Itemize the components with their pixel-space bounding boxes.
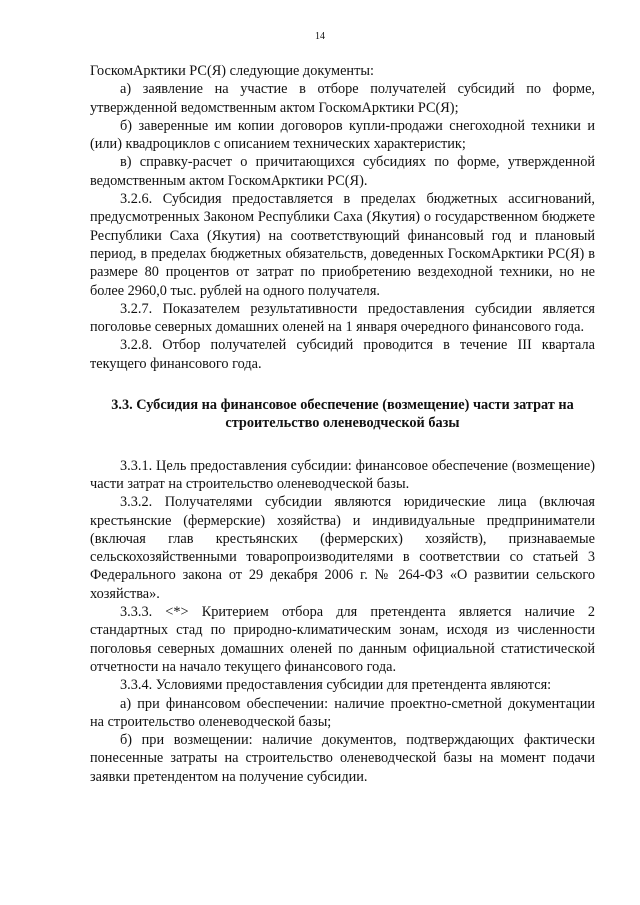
paragraph-3-3-4: 3.3.4. Условиями предоставления субсидии для претендента являются:	[120, 677, 552, 694]
page-content	[90, 62, 595, 786]
page-number: 14	[315, 31, 325, 42]
paragraph-3-2-8: 3.2.8. Отбор получателей субсидий проводится в течение III квартала текущего финансового года.	[90, 337, 595, 372]
paragraph-3-3-1: 3.3.1. Цель предоставления субсидии: финансовое обеспечение (возмещение) части затрат на строительство оленеводческой базы.	[90, 457, 595, 492]
paragraph-3-3-2: 3.3.2. Получателями субсидии являются юридические лица (включая крестьянские (фермерские) хозяйства) и индивидуальные предприниматели (включая глав крестьянских (фермерских) хозяйств), признаваемые сельскохозяйственными товаропроизводителями в соответствии со статьей 3 Федерального закона от 29 декабря 2006 г. № 264-ФЗ «О развитии сельского хозяйства».	[90, 494, 595, 602]
paragraph-continuation: ГоскомАрктики РС(Я) следующие документы:	[90, 63, 374, 79]
paragraph-item-v: в) справку-расчет о причитающихся субсидиях по форме, утвержденной ведомственным актом ГоскомАрктики РС(Я).	[90, 154, 595, 189]
section-heading-3-3: 3.3. Субсидия на финансовое обеспечение (возмещение) части затрат на строительство оленеводческой базы	[111, 397, 574, 432]
paragraph-item-b: б) заверенные им копии договоров купли-продажи снегоходной техники и (или) квадроциклов с описанием технических характеристик;	[90, 117, 595, 153]
paragraph-3-2-6: 3.2.6. Субсидия предоставляется в пределах бюджетных ассигнований, предусмотренных Законом Республики Саха (Якутия) о государственном бюджете Республики Саха (Якутия) на соответствующий финансовый год и плановый период, в пределах бюджетных обязательств, доведенных ГоскомАрктики РС(Я) в размере 80 процентов от затрат по приобретению вездеходной техники, но не более 2960,0 тыс. рублей на одного получателя.	[90, 191, 595, 299]
paragraph-3-3-4-b: б) при возмещении: наличие документов, подтверждающих фактически понесенные затраты на строительство оленеводческой базы на момент подачи заявки претендентом на получение субсидии.	[90, 732, 595, 785]
paragraph-3-3-4-a: а) при финансовом обеспечении: наличие проектно-сметной документации на строительство оленеводческой базы;	[90, 695, 595, 730]
paragraph-3-3-3: 3.3.3. <*> Критерием отбора для претендента является наличие 2 стандартных стад по природно-климатическим зонам, исходя из численности поголовья северных домашних оленей по данным официальной статистической отчетности на начало текущего финансового года.	[90, 604, 595, 675]
paragraph-3-2-7: 3.2.7. Показателем результативности предоставления субсидии является поголовье северных домашних оленей на 1 января очередного финансового года.	[90, 300, 595, 336]
paragraph-item-a: а) заявление на участие в отборе получателей субсидий по форме, утвержденной ведомственным актом ГоскомАрктики РС(Я);	[90, 81, 595, 116]
